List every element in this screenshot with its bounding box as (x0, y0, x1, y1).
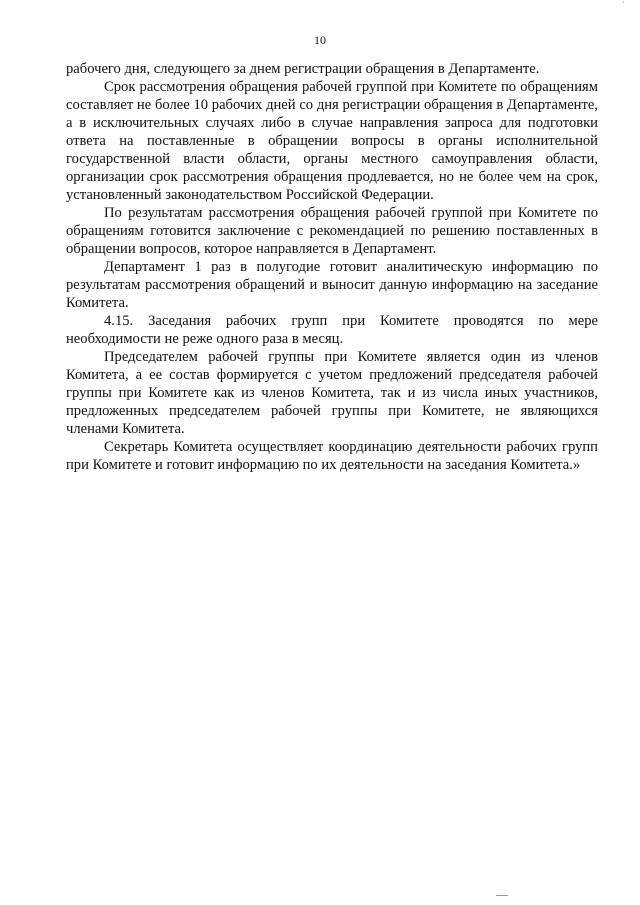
paragraph: Срок рассмотрения обращения рабочей группой при Комитете по обращениям составляет не более 10 рабочих дней со дня регистрации обращения в Департаменте, а в исключительных случаях либо в случае направления запроса для подготовки ответа на поставленные в обращении вопросы в органы исполнительной государственной власти области, органы местного самоуправления области, организации срок рассмотрения обращения продлевается, но не более чем на срок, установленный законодательством Российской Федерации. (66, 79, 598, 203)
scan-artifact-bottom (496, 895, 508, 900)
paragraph: По результатам рассмотрения обращения рабочей группой при Комитете по обращениям готовится заключение с рекомендацией по решению поставленных в обращении вопросов, которое направляется в Департамент. (66, 205, 598, 257)
paragraph: рабочего дня, следующего за днем регистрации обращения в Департаменте. (66, 61, 540, 77)
paragraph: 4.15. Заседания рабочих групп при Комитете проводятся по мере необходимости не реже одного раза в месяц. (66, 313, 598, 347)
scan-artifact-top: · (622, 0, 625, 7)
page-number: 10 (314, 33, 326, 47)
paragraph: Департамент 1 раз в полугодие готовит аналитическую информацию по результатам рассмотрения обращений и выносит данную информацию на заседание Комитета. (66, 259, 598, 311)
paragraph: Председателем рабочей группы при Комитете является один из членов Комитета, а ее состав формируется с учетом предложений председателя рабочей группы при Комитете как из членов Комитета, так и из числа иных участников, предложенных председателем рабочей группы при Комитете, не являющихся членами Комитета. (66, 349, 598, 437)
document-body (66, 60, 598, 474)
paragraph: Секретарь Комитета осуществляет координацию деятельности рабочих групп при Комитете и готовит информацию по их деятельности на заседания Комитета.» (66, 439, 598, 473)
